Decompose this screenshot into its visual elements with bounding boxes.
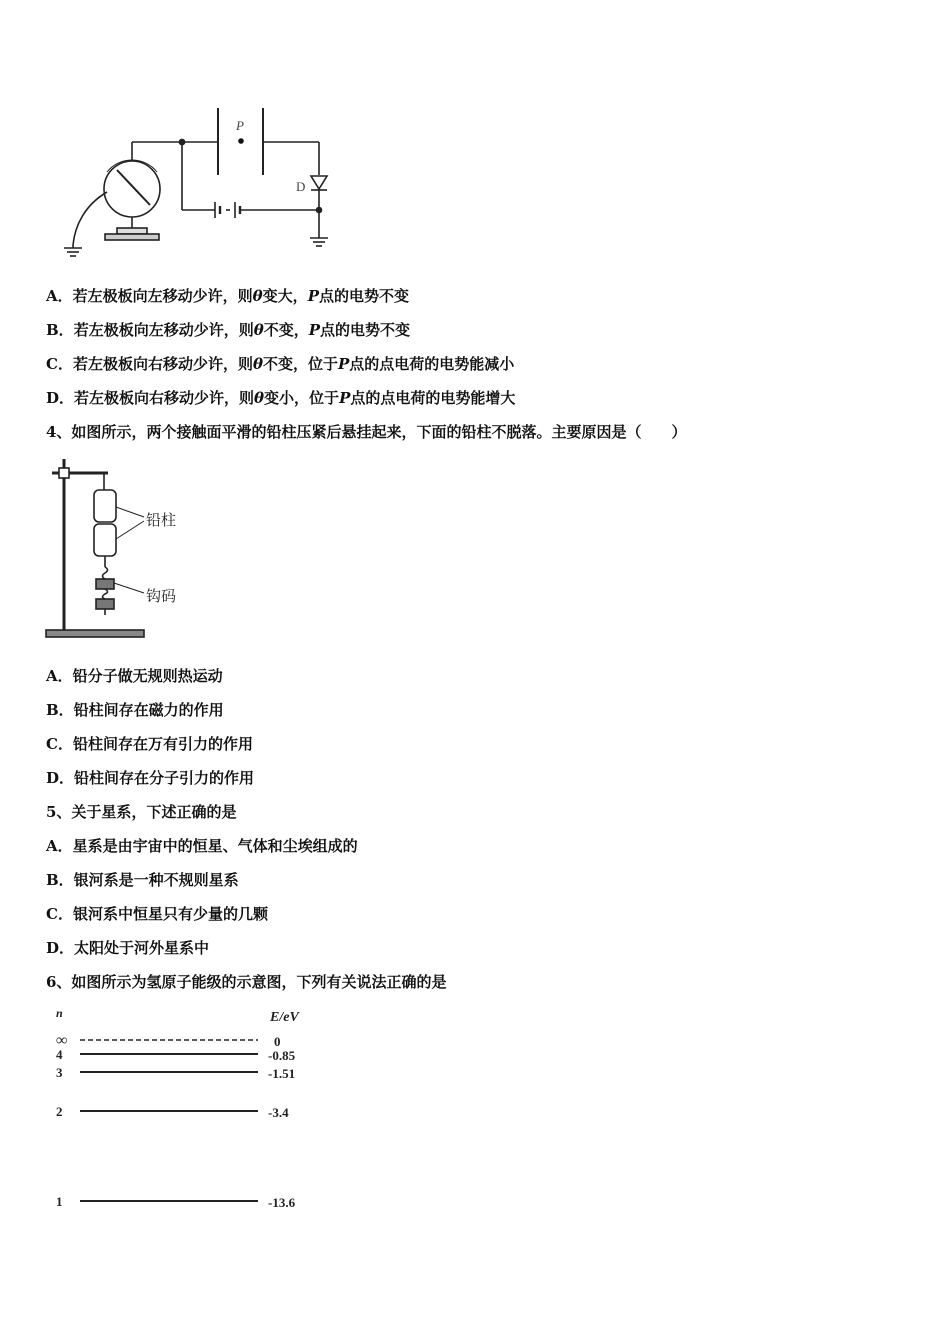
point-p-dot (238, 138, 244, 144)
energy-level-value-1: -0.85 (268, 1048, 296, 1063)
q4-option-a: A．铅分子做无规则热运动 (46, 667, 223, 685)
q5-stem: 5、关于星系，下述正确的是 (46, 803, 237, 821)
lead-cylinder-lower (94, 524, 116, 556)
electrometer-dial (104, 161, 160, 217)
q4-option-b: B．铅柱间存在磁力的作用 (46, 701, 224, 719)
q5-option-c: C．银河系中恒星只有少量的几颗 (46, 905, 268, 923)
energy-axis-label: E/eV (270, 1010, 299, 1025)
energy-level-n-1: 4 (56, 1047, 63, 1062)
q6-energy-level-diagram (48, 1005, 328, 1215)
q4-stem: 4、如图所示，两个接触面平滑的铅柱压紧后悬挂起来，下面的铅柱不脱落。主要原因是（ ） (46, 423, 687, 441)
energy-level-value-2: -1.51 (268, 1066, 296, 1081)
energy-level-value-0: 0 (274, 1034, 281, 1049)
stand-base (46, 630, 144, 637)
q3-option-b: B．若左极板向左移动少许，则θ不变，P点的电势不变 (46, 321, 411, 339)
q3-option-a: A．若左极板向左移动少许，则θ变大，P点的电势不变 (46, 287, 409, 305)
q3-option-c: C．若左极板向右移动少许，则θ不变，位于P点的点电荷的电势能减小 (46, 355, 515, 373)
energy-level-n-4: 1 (56, 1194, 63, 1209)
energy-level-value-3: -3.4 (268, 1105, 289, 1120)
q5-option-b: B．银河系是一种不规则星系 (46, 871, 239, 889)
q5-option-d: D．太阳处于河外星系中 (46, 939, 210, 957)
q5-option-a: A．星系是由宇宙中的恒星、气体和尘埃组成的 (46, 837, 358, 855)
lead-cylinder-upper (94, 490, 116, 522)
electrometer-needle (117, 170, 150, 205)
weight-upper (96, 579, 114, 589)
q4-option-c: C．铅柱间存在万有引力的作用 (46, 735, 253, 753)
q4-option-d: D．铅柱间存在分子引力的作用 (46, 769, 255, 787)
label-p: P (236, 118, 244, 133)
n-axis-label: n (56, 1006, 63, 1020)
q6-stem: 6、如图所示为氢原子能级的示意图，下列有关说法正确的是 (46, 973, 447, 991)
energy-level-n-0: ∞ (56, 1032, 68, 1049)
energy-level-n-3: 2 (56, 1104, 63, 1119)
diode-symbol (311, 176, 327, 189)
energy-level-value-4: -13.6 (268, 1195, 296, 1210)
label-lead-cylinder: 铅柱 (146, 511, 177, 529)
q4-lead-cylinder-figure (44, 455, 244, 645)
q3-circuit-figure (55, 100, 355, 260)
weight-lower (96, 599, 114, 609)
q3-option-d: D．若左极板向右移动少许，则θ变小，位于P点的点电荷的电势能增大 (46, 389, 516, 407)
energy-level-n-2: 3 (56, 1065, 63, 1080)
label-d: D (296, 179, 306, 194)
label-weight: 钩码 (146, 587, 177, 605)
